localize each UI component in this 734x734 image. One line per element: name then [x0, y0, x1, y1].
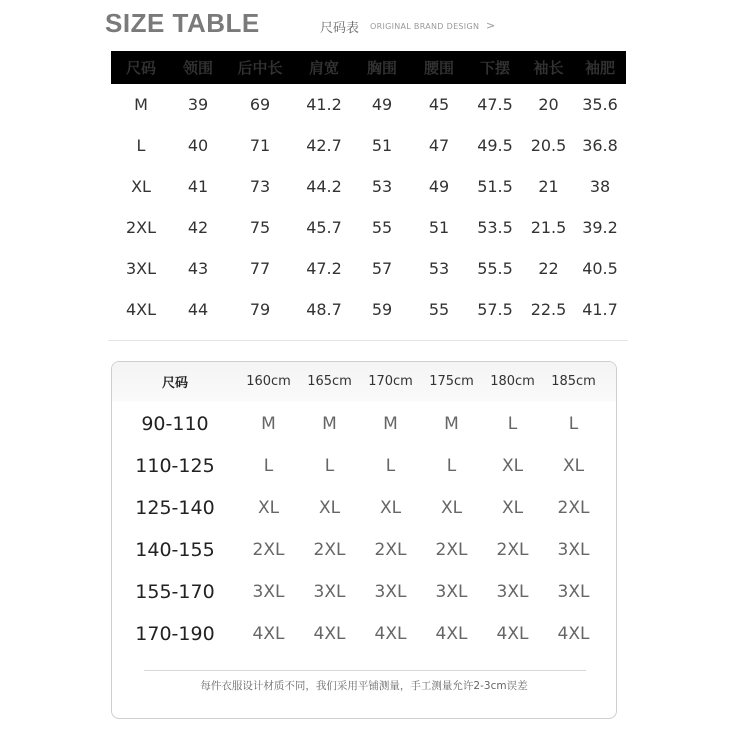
- table-row: [112, 403, 616, 445]
- title-row: [105, 8, 625, 44]
- table-cell: 75: [249, 218, 271, 237]
- table-cell: 4XL: [252, 624, 285, 644]
- chevron-right-icon: >: [486, 19, 496, 32]
- table-cell: 47.5: [477, 95, 513, 114]
- table-cell: M: [383, 414, 398, 434]
- table-cell: L: [507, 414, 518, 434]
- table-cell: 3XL: [313, 582, 346, 602]
- weight-range-cell: 140-155: [135, 539, 215, 561]
- table-cell: 55.5: [477, 259, 513, 278]
- table-cell: 57.5: [477, 300, 513, 319]
- table-cell: 22: [538, 259, 559, 278]
- size-table-header: [111, 51, 626, 84]
- weight-range-cell: 90-110: [141, 413, 209, 435]
- table-cell: 43: [187, 259, 209, 278]
- weight-range-cell: 110-125: [135, 455, 215, 477]
- size-table: [111, 51, 626, 330]
- table-cell: 59: [371, 300, 393, 319]
- table-cell: 3XL: [557, 582, 590, 602]
- table-cell: 3XL: [374, 582, 407, 602]
- table-cell: 2XL: [435, 540, 468, 560]
- table-cell: 20: [538, 95, 559, 114]
- note-divider: [144, 670, 586, 671]
- table-cell: 40.5: [582, 259, 618, 278]
- table-row: [112, 613, 616, 655]
- table-cell: XL: [257, 498, 280, 518]
- table-cell: 4XL: [496, 624, 529, 644]
- table-cell: 49: [371, 95, 393, 114]
- table-cell: 51: [371, 136, 393, 155]
- table-cell: L: [446, 456, 457, 476]
- table-cell: 79: [249, 300, 271, 319]
- table-cell: XL: [501, 456, 524, 476]
- measurement-note: 每件衣服设计材质不同，我们采用平铺测量，手工测量允许2-3cm误差: [200, 680, 528, 692]
- table-cell: 39.2: [582, 218, 618, 237]
- table-cell: 21.5: [530, 218, 567, 237]
- recommendation-rows: [112, 403, 616, 655]
- table-cell: 4XL: [557, 624, 590, 644]
- table-cell: 42: [187, 218, 209, 237]
- header-cell: 肩宽: [308, 59, 339, 77]
- table-cell: 69: [249, 95, 271, 114]
- header-cell: 170cm: [368, 374, 413, 389]
- table-cell: M: [322, 414, 337, 434]
- table-cell: 49.5: [477, 136, 513, 155]
- table-cell: 45.7: [306, 218, 342, 237]
- table-cell: 47.2: [306, 259, 342, 278]
- table-cell: 71: [249, 136, 271, 155]
- table-cell: 3XL: [125, 259, 157, 278]
- weight-range-cell: 155-170: [135, 581, 215, 603]
- table-cell: 40: [187, 136, 209, 155]
- table-cell: 44.2: [306, 177, 342, 196]
- table-row: [112, 445, 616, 487]
- table-cell: 39: [187, 95, 209, 114]
- table-row: [111, 289, 626, 330]
- table-row: [111, 84, 626, 125]
- table-cell: 3XL: [557, 540, 590, 560]
- table-row: [111, 248, 626, 289]
- header-cell: 尺码: [161, 376, 188, 391]
- header-cell: 160cm: [246, 374, 291, 389]
- table-cell: 45: [428, 95, 450, 114]
- table-cell: 4XL: [125, 300, 157, 319]
- table-cell: 3XL: [252, 582, 285, 602]
- table-cell: 73: [249, 177, 271, 196]
- table-cell: M: [444, 414, 459, 434]
- header-cell: 下摆: [479, 59, 510, 77]
- table-cell: 3XL: [435, 582, 468, 602]
- size-recommendation-table: [111, 361, 617, 719]
- table-cell: 35.6: [582, 95, 618, 114]
- table-cell: 53: [371, 177, 393, 196]
- table-row: [112, 571, 616, 613]
- table-cell: 49: [428, 177, 450, 196]
- table-row: [111, 125, 626, 166]
- table-cell: L: [263, 456, 274, 476]
- table-cell: L: [385, 456, 396, 476]
- table-cell: 22.5: [530, 300, 567, 319]
- header-cell: 165cm: [307, 374, 352, 389]
- header-cell: 胸围: [366, 59, 397, 77]
- table-cell: XL: [131, 177, 151, 196]
- table-cell: 41.7: [582, 300, 618, 319]
- table-cell: 36.8: [582, 136, 618, 155]
- table-cell: 53: [428, 259, 450, 278]
- title-cn: 尺码表: [320, 21, 360, 36]
- header-cell: 袖长: [533, 59, 564, 77]
- table-cell: 2XL: [557, 498, 590, 518]
- table-cell: XL: [501, 498, 524, 518]
- table-cell: 41.2: [306, 95, 342, 114]
- table-cell: 20.5: [530, 136, 567, 155]
- table-cell: L: [324, 456, 335, 476]
- table-row: [111, 166, 626, 207]
- header-cell: 尺码: [125, 59, 156, 77]
- table-cell: 21: [538, 177, 559, 196]
- table-cell: 55: [371, 218, 393, 237]
- header-cell: 175cm: [429, 374, 474, 389]
- table-cell: 48.7: [306, 300, 342, 319]
- table-cell: 2XL: [313, 540, 346, 560]
- table-cell: 55: [428, 300, 450, 319]
- table-cell: 42.7: [306, 136, 342, 155]
- table-cell: 44: [187, 300, 209, 319]
- brand-tagline: ORIGINAL BRAND DESIGN: [370, 22, 480, 31]
- table-cell: XL: [440, 498, 463, 518]
- table-cell: 3XL: [496, 582, 529, 602]
- table-cell: L: [568, 414, 579, 434]
- table-row: [111, 207, 626, 248]
- header-cell: 领围: [182, 59, 213, 77]
- table-cell: 4XL: [374, 624, 407, 644]
- table-cell: XL: [318, 498, 341, 518]
- table-cell: M: [134, 95, 148, 114]
- table-cell: 51: [428, 218, 450, 237]
- table-cell: 77: [249, 259, 271, 278]
- table-cell: M: [261, 414, 276, 434]
- table-cell: 2XL: [125, 218, 157, 237]
- table-cell: 53.5: [477, 218, 513, 237]
- page-title: SIZE TABLE: [105, 8, 260, 38]
- table-cell: 51.5: [477, 177, 513, 196]
- table-cell: 2XL: [496, 540, 529, 560]
- header-cell: 袖肥: [584, 59, 615, 77]
- table-cell: 4XL: [313, 624, 346, 644]
- table-cell: 57: [371, 259, 393, 278]
- table-cell: 2XL: [252, 540, 285, 560]
- header-cell: 后中长: [237, 59, 283, 77]
- header-cell: 腰围: [423, 59, 454, 77]
- weight-range-cell: 125-140: [135, 497, 215, 519]
- table-cell: 47: [428, 136, 450, 155]
- table-row: [112, 487, 616, 529]
- table-cell: 41: [187, 177, 209, 196]
- table-cell: 38: [589, 177, 611, 196]
- table-cell: XL: [379, 498, 402, 518]
- header-cell: 180cm: [490, 374, 535, 389]
- table-cell: L: [136, 136, 146, 155]
- recommendation-header: [112, 362, 616, 401]
- table-row: [112, 529, 616, 571]
- section-divider: [108, 340, 628, 341]
- table-cell: 4XL: [435, 624, 468, 644]
- table-cell: XL: [562, 456, 585, 476]
- weight-range-cell: 170-190: [135, 623, 215, 645]
- table-cell: 2XL: [374, 540, 407, 560]
- header-cell: 185cm: [551, 374, 596, 389]
